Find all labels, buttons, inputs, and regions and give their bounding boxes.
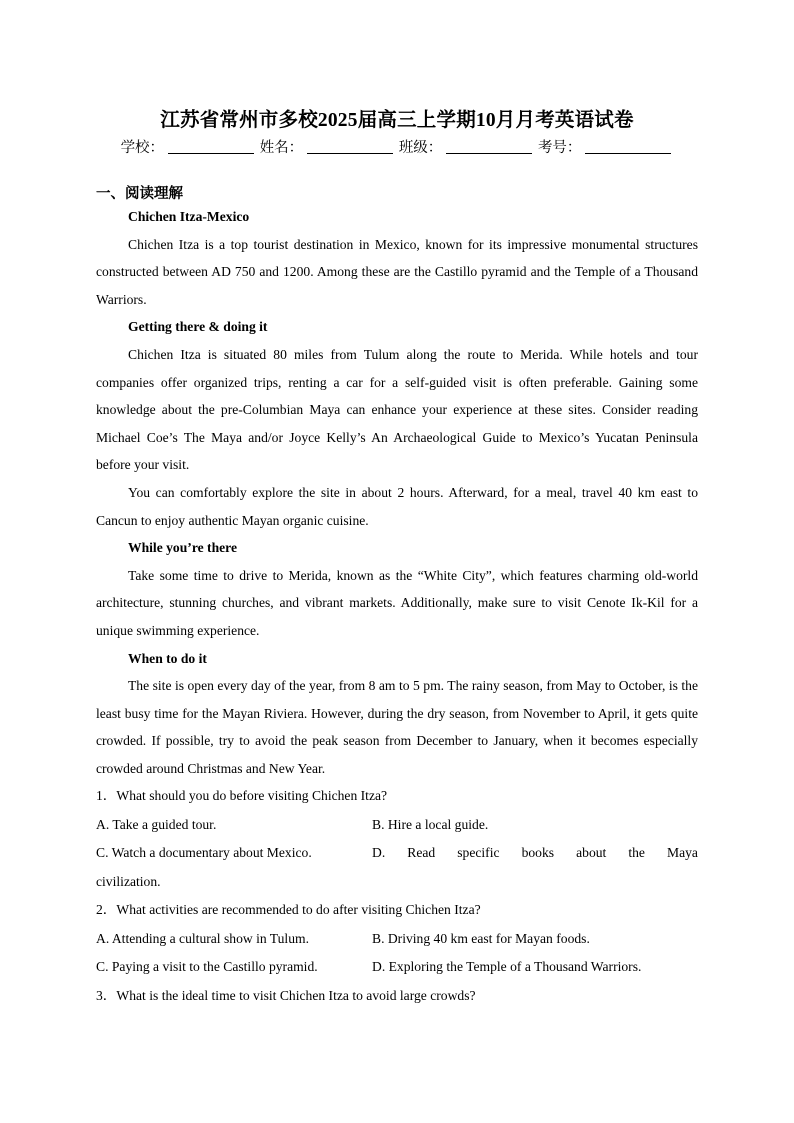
option-d-word: the — [628, 845, 645, 861]
option-d-word: specific — [457, 845, 500, 861]
exam-number-label: 考号： — [537, 140, 582, 156]
question-text: What should you do before visiting Chichen Itza? — [116, 788, 388, 804]
section-heading: While you’re there — [128, 540, 237, 556]
name-label: 姓名： — [259, 140, 304, 156]
passage-paragraph: You can comfortably explore the site in about 2 hours. Afterward, for a meal, travel 40 km east to Cancun to enjoy authentic Mayan organic cuisine. — [96, 484, 698, 528]
page-title: 江苏省常州市多校2025届高三上学期10月月考英语试卷 — [160, 110, 634, 131]
question-number: 2． — [96, 902, 117, 918]
option-b[interactable]: B. Driving 40 km east for Mayan foods. — [372, 930, 590, 946]
passage-title: Chichen Itza-Mexico — [128, 209, 250, 224]
option-d-continuation: civilization. — [96, 873, 161, 889]
name-blank[interactable] — [307, 139, 393, 154]
exam-number-blank[interactable] — [585, 139, 671, 154]
option-c[interactable]: C. Watch a documentary about Mexico. — [96, 845, 312, 861]
question-2-options — [96, 925, 698, 982]
question-2 — [96, 896, 698, 925]
option-d[interactable]: D. Exploring the Temple of a Thousand Warriors. — [372, 959, 642, 975]
question-number: 3． — [96, 987, 117, 1003]
passage-intro: Chichen Itza is a top tourist destination in Mexico, known for its impressive monumental structures constructed between AD 750 and 1200. Among these are the Castillo pyramid and the Temple of a Thousand Warriors. — [96, 236, 698, 307]
question-1 — [96, 782, 698, 811]
passage-paragraph: Take some time to drive to Merida, known as the “White City”, which features charming old-world architecture, stunning churches, and vibrant markets. Additionally, make sure to visit Cenote Ik-Kil for a unique swimming experience. — [96, 567, 698, 638]
option-a[interactable]: A. Take a guided tour. — [96, 816, 217, 832]
question-text: What is the ideal time to visit Chichen Itza to avoid large crowds? — [116, 987, 476, 1003]
section-heading: Getting there & doing it — [128, 319, 268, 335]
option-b[interactable]: B. Hire a local guide. — [372, 816, 489, 832]
reading-content — [96, 203, 698, 1010]
option-d-word: D. — [372, 845, 386, 861]
student-info-row — [0, 136, 794, 157]
question-1-options — [96, 811, 698, 897]
option-d-word: Read — [407, 845, 436, 861]
option-d[interactable] — [372, 839, 698, 868]
passage-paragraph: The site is open every day of the year, from 8 am to 5 pm. The rainy season, from May to October, is the least busy time for the Mayan Riviera. However, during the dry season, from November to April, it gets quite crowded. If possible, try to avoid the peak season from December to January, when it becomes especially crowded around Christmas and New Year. — [96, 678, 698, 776]
question-text: What activities are recommended to do after visiting Chichen Itza? — [116, 902, 481, 918]
question-number: 1． — [96, 788, 117, 804]
school-blank[interactable] — [168, 139, 254, 154]
option-d-word: about — [576, 845, 607, 861]
class-label: 班级： — [398, 140, 443, 156]
section-heading: When to do it — [128, 650, 207, 666]
option-d-word: books — [521, 845, 555, 861]
section-title: 一、阅读理解 — [96, 186, 183, 202]
question-3 — [96, 982, 698, 1011]
option-a[interactable]: A. Attending a cultural show in Tulum. — [96, 930, 309, 946]
school-label: 学校： — [120, 140, 165, 156]
passage-paragraph: Chichen Itza is situated 80 miles from Tulum along the route to Merida. While hotels and tour companies offer organized trips, renting a car for a self-guided visit is often preferable. Gaining some knowledge about the pre-Columbian Maya can enhance your experience at these sites. Consider reading Michael Coe’s The Maya and/or Joyce Kelly’s An Archaeological Guide to Mexico’s Yucatan Peninsula before your visit. — [96, 346, 698, 473]
class-blank[interactable] — [446, 139, 532, 154]
option-c[interactable]: C. Paying a visit to the Castillo pyramid. — [96, 959, 318, 975]
option-d-word: Maya — [667, 845, 698, 861]
